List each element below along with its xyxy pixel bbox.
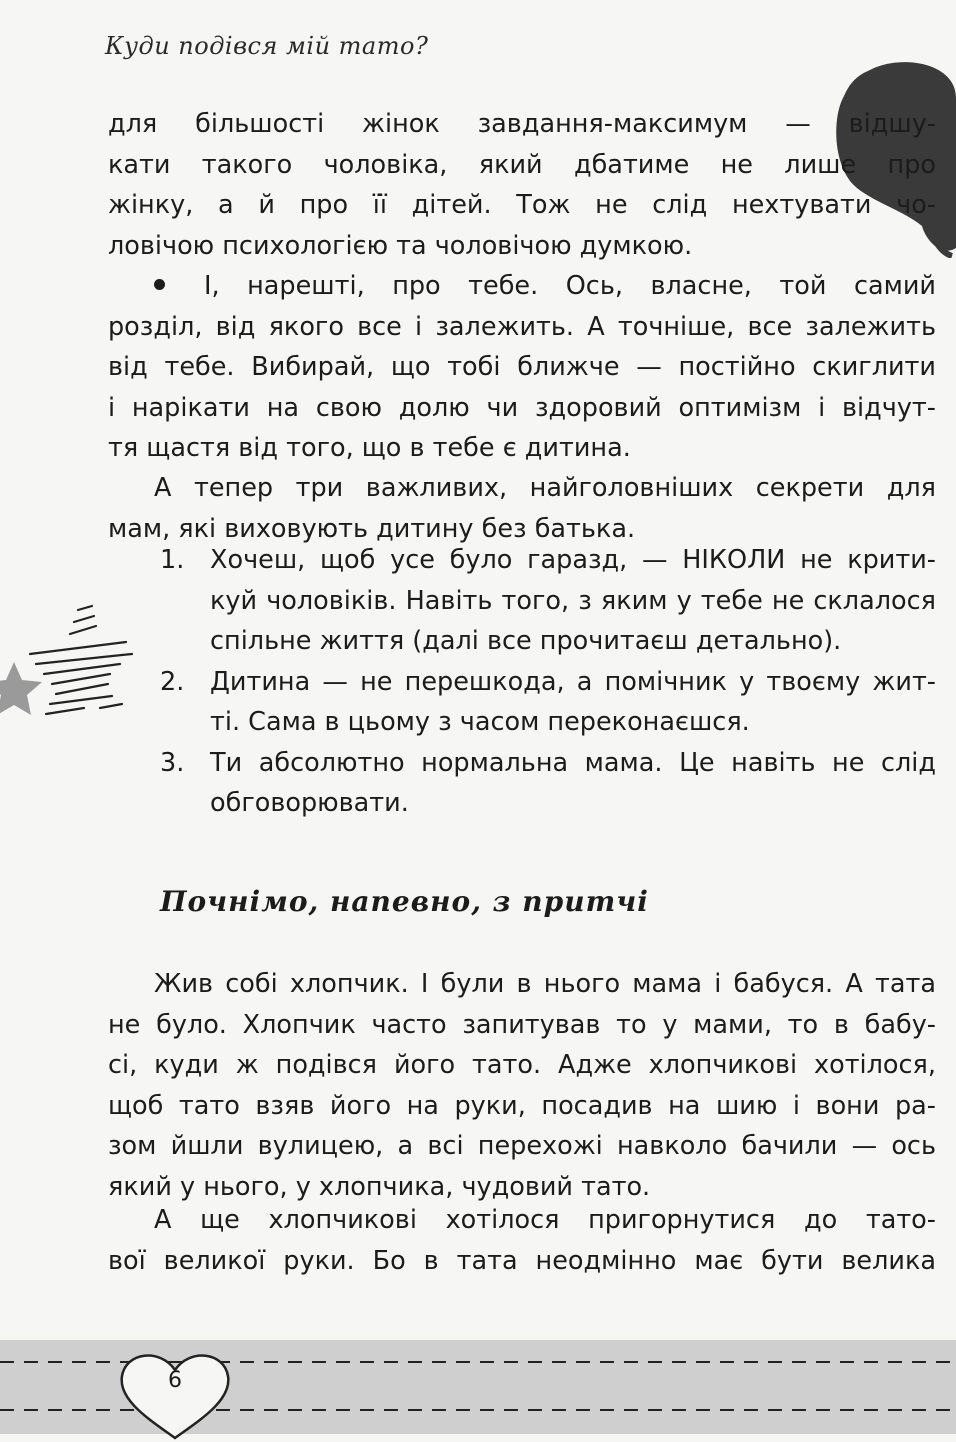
secrets-intro [108,468,936,549]
text-line: розділ, від якого все і залежить. А точніше, все залежить [108,311,936,342]
text-line: від тебе. Вибирай, що тобі ближче — постійно скиглити [108,352,936,382]
story-paragraph-2 [108,1200,936,1281]
text-line: не було. Хлопчик часто запитував то у мами, то в бабу- [108,1009,936,1040]
page-number: 6 [168,1368,182,1393]
top-paragraph [108,104,936,266]
text-line: кати такого чоловіка, який дбатиме не лише про [108,149,936,180]
text-line: сі, куди ж подівся його тато. Адже хлопчикові хотілося, [108,1050,936,1080]
running-header: Куди подівся мій тато? [105,32,429,60]
list-item [108,662,936,743]
footer-band [0,1328,956,1442]
bullet-item [108,266,936,469]
text-line: Дитина — не перешкода, а помічник у твоєму жит- [210,666,936,697]
bullet-icon [154,279,165,290]
text-line: щоб тато взяв його на руки, посадив на шию і вони ра- [108,1090,936,1121]
text-line: спільне життя (далі все прочитаєш детально). [210,626,842,656]
list-item [108,743,936,824]
story-paragraph-1 [108,964,936,1207]
text-line: куй чоловіків. Навіть того, з яким у тебе не склалося [210,585,936,616]
text-line: Хочеш, щоб усе було гаразд, — НІКОЛИ не крити- [210,545,936,575]
text-line: І, нарешті, про тебе. Ось, власне, той самий [204,271,936,301]
text-line: зом йшли вулицею, а всі перехожі навколо бачили — ось [108,1131,936,1161]
text-line: який у нього, у хлопчика, чудовий тато. [108,1171,651,1202]
text-line: ловічою психологією та чоловічою думкою. [108,230,693,261]
text-line: для більшості жінок завдання-максимум — відшу- [108,109,936,139]
list-number: 2. [160,666,185,697]
text-line: вої великої руки. Бо в тата неодмінно має бути велика [108,1245,936,1276]
text-line: мам, які виховують дитину без батька. [108,513,636,544]
list-number: 1. [160,545,185,575]
section-heading: Почнімо, напевно, з притчі [160,885,649,918]
text-line: Ти абсолютно нормальна мама. Це навіть не слід [210,747,936,778]
text-line: і нарікати на свою долю чи здоровий оптимізм і відчут- [108,392,936,423]
text-line: тя щастя від того, що в тебе є дитина. [108,433,631,463]
list-number: 3. [160,747,185,778]
text-line: ті. Сама в цьому з часом переконаєшся. [210,707,750,737]
text-line: жінку, а й про її дітей. Тож не слід нехтувати чо- [108,190,936,220]
text-line: обговорювати. [210,788,409,818]
list-item [108,540,936,662]
text-line: А ще хлопчикові хотілося пригорнутися до тато- [154,1205,936,1235]
text-line: Жив собі хлопчик. І були в нього мама і бабуся. А тата [154,969,936,999]
text-line: А тепер три важливих, найголовніших секрети для [154,473,936,503]
numbered-list [108,540,936,824]
